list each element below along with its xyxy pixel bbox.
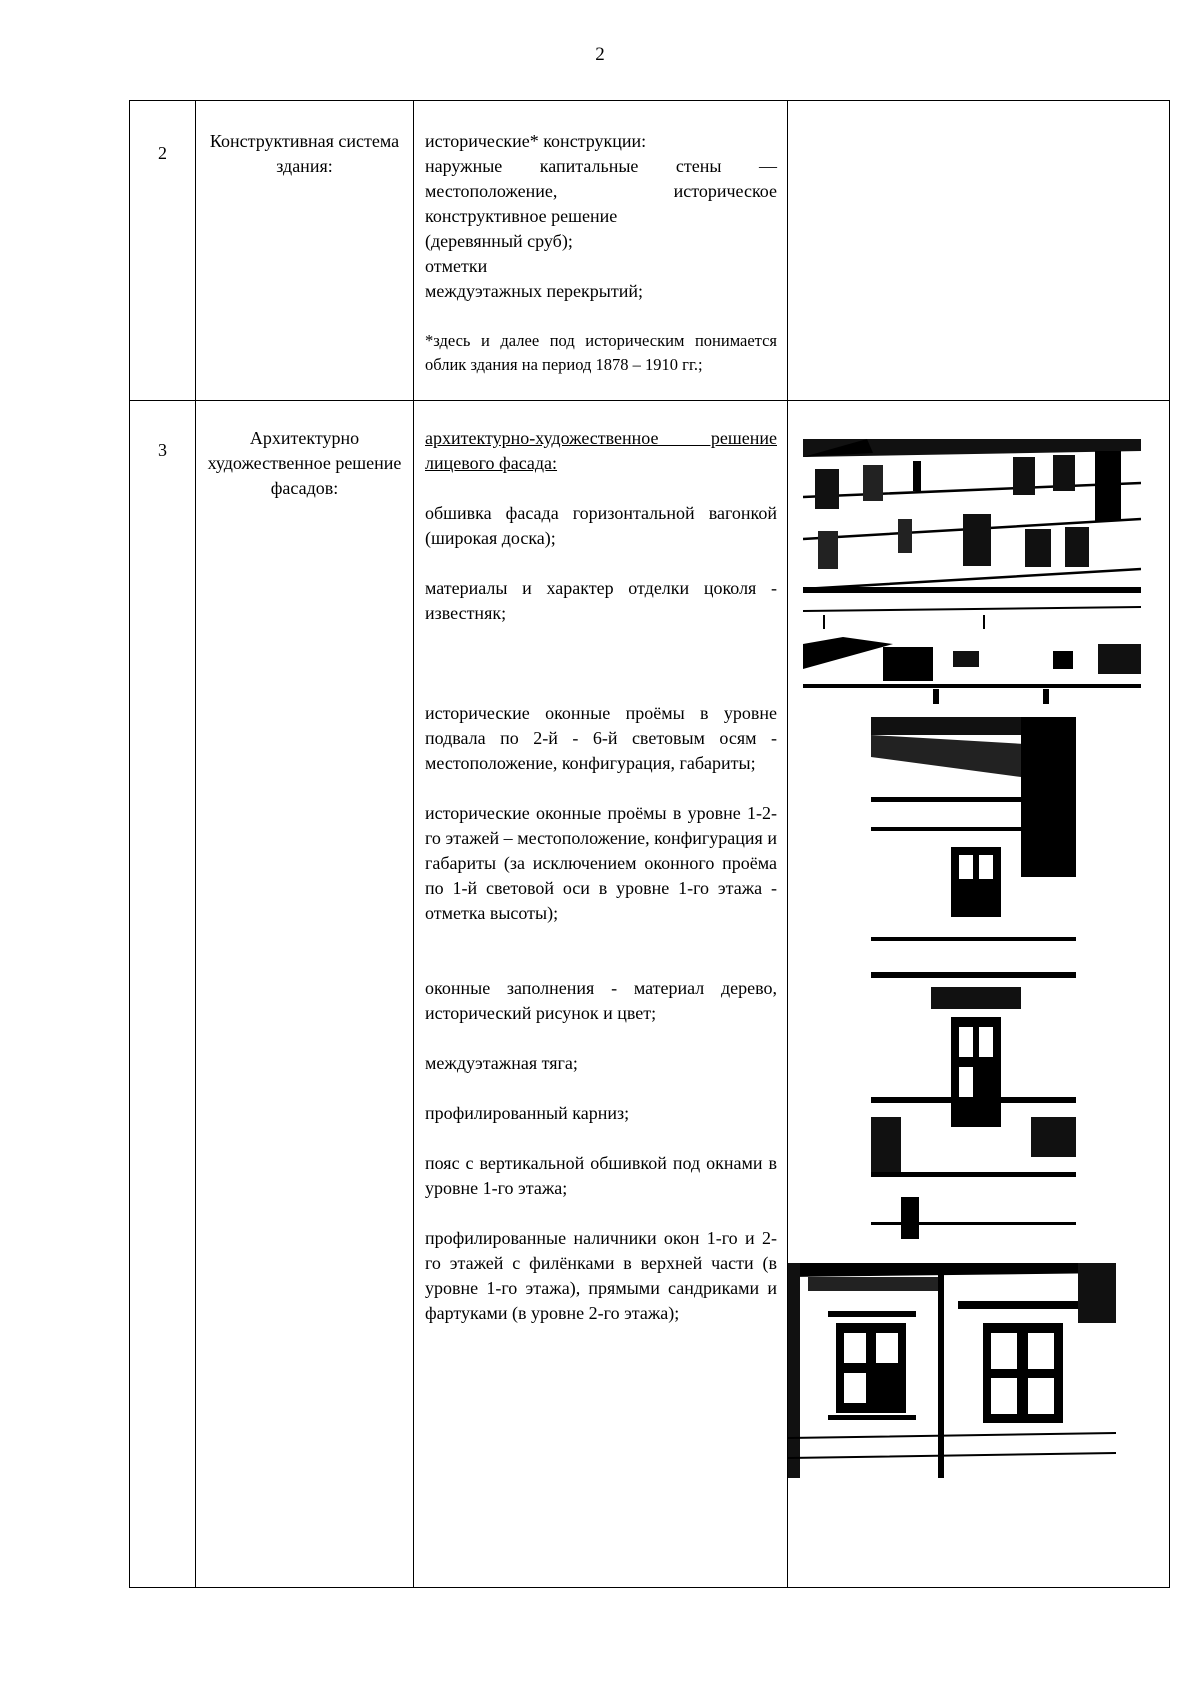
- description-item: междуэтажная тяга;: [425, 1053, 578, 1073]
- page-number: 2: [595, 44, 605, 65]
- description-line: междуэтажных перекрытий;: [425, 281, 644, 301]
- window-details-photo: [788, 1263, 1116, 1478]
- description-item: профилированный карниз;: [425, 1103, 630, 1123]
- description-line: исторические* конструкции:: [425, 131, 647, 151]
- description-line: отметки: [425, 256, 488, 276]
- protection-subject-table: [129, 100, 1170, 1588]
- description-item: исторические оконные проёмы в уровне 1-2-го этажей – местоположение, конфигурация и габариты (за исключением оконного проёма по 1-й световой оси в уровне 1-го этажа - отметка высоты);: [425, 803, 777, 923]
- description-line: наружные капитальные стены — местоположение, историческое конструктивное решение: [425, 156, 777, 226]
- table-row: [130, 401, 1170, 1588]
- element-name: Архитектурно художественное решение фасадов:: [196, 401, 414, 1588]
- photo-cell-empty: [788, 101, 1170, 401]
- element-description: [414, 101, 788, 401]
- row-number: 2: [130, 101, 196, 401]
- description-item: материалы и характер отделки цоколя - известняк;: [425, 578, 777, 623]
- footnote: *здесь и далее под историческим понимается облик здания на период 1878 – 1910 гг.;: [425, 331, 777, 374]
- row-number: 3: [130, 401, 196, 1588]
- facade-heading: архитектурно-художественное решение лицевого фасада:: [425, 428, 777, 473]
- description-item: пояс с вертикальной обшивкой под окнами в уровне 1-го этажа;: [425, 1153, 777, 1198]
- description-item: исторические оконные проёмы в уровне подвала по 2-й - 6-й световым осям - местоположение, конфигурация, габариты;: [425, 703, 777, 773]
- description-line: (деревянный сруб);: [425, 231, 573, 251]
- element-description: [414, 401, 788, 1588]
- description-item: профилированные наличники окон 1-го и 2-го этажей с филёнками в верхней части (в уровне 1-го этажа), прямыми сандриками и фартуками (в уровне 2-го этажа);: [425, 1228, 777, 1323]
- description-item: оконные заполнения - материал дерево, исторический рисунок и цвет;: [425, 978, 777, 1023]
- facade-photo-vertical: [871, 717, 1076, 1239]
- table-row: [130, 101, 1170, 401]
- facade-photo-perspective: [803, 439, 1141, 704]
- photo-cell: [788, 401, 1170, 1588]
- element-name: Конструктивная система здания:: [196, 101, 414, 401]
- description-item: обшивка фасада горизонтальной вагонкой (широкая доска);: [425, 503, 777, 548]
